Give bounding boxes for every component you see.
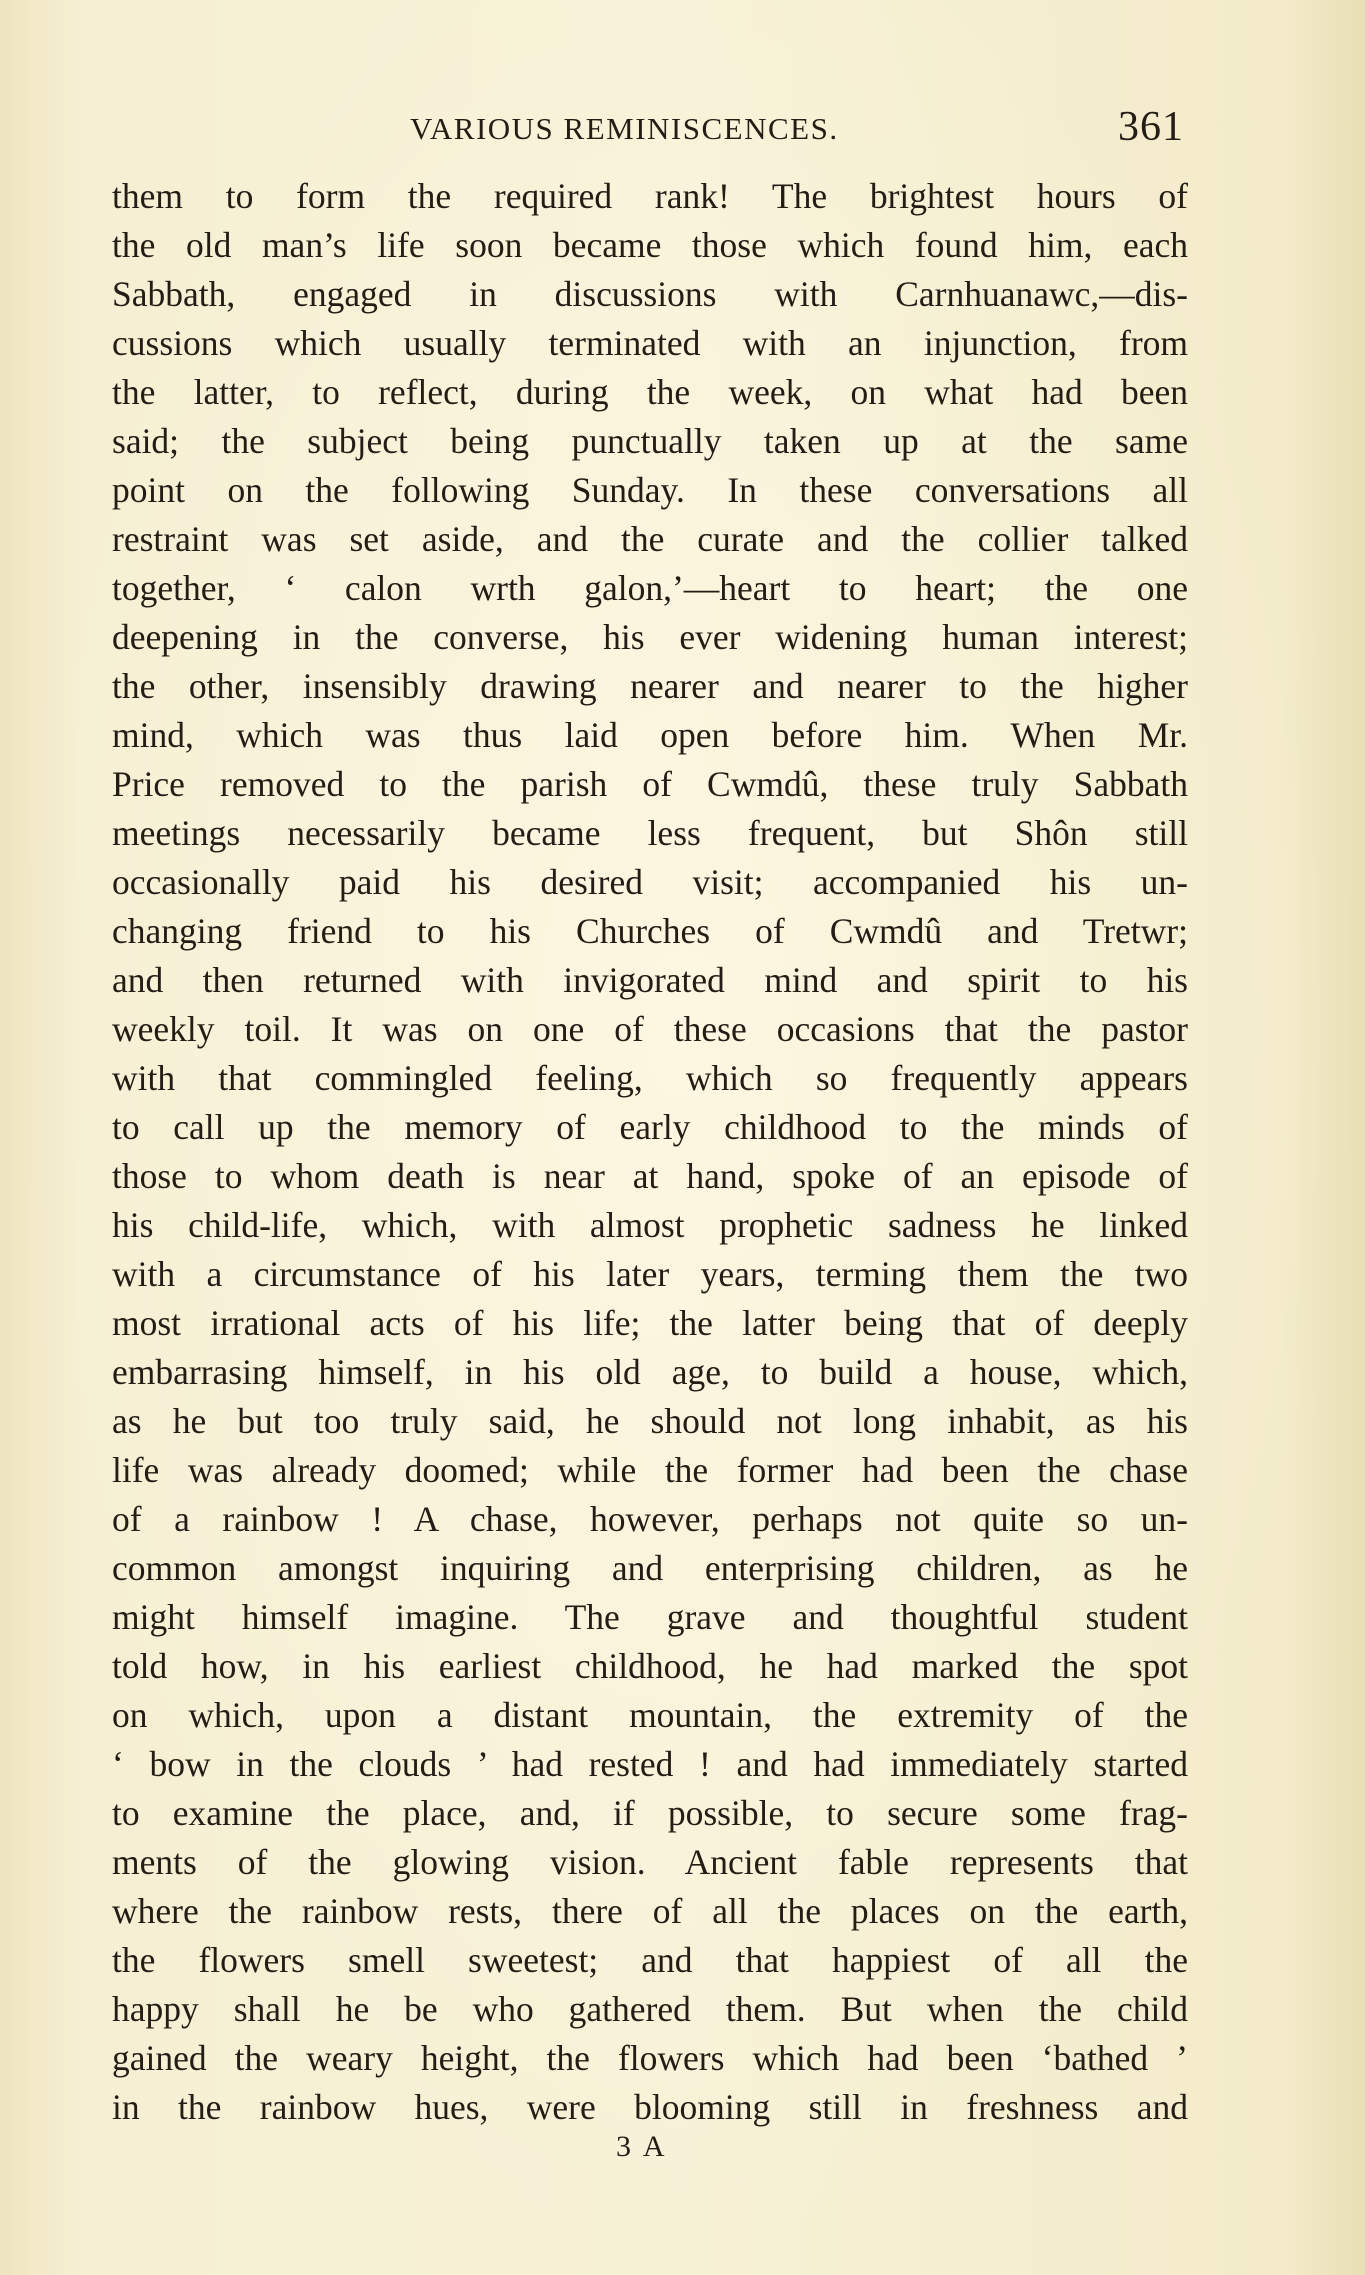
text-line: mind, which was thus laid open before him. When Mr. (112, 715, 1188, 755)
text-line: life was already doomed; while the former had been the chase (112, 1450, 1188, 1490)
text-line: Sabbath, engaged in discussions with Carnhuanawc,—dis- (112, 274, 1188, 314)
text-line: those to whom death is near at hand, spoke of an episode of (112, 1156, 1188, 1196)
text-line: gained the weary height, the flowers which had been ‘bathed ’ (112, 2038, 1188, 2078)
text-line: restraint was set aside, and the curate and the collier talked (112, 519, 1188, 559)
signature-mark: 3 A (616, 2130, 668, 2163)
page-number: 361 (1118, 104, 1184, 150)
text-line: embarrasing himself, in his old age, to build a house, which, (112, 1352, 1188, 1392)
text-line: the latter, to reflect, during the week, on what had been (112, 372, 1188, 412)
text-line: weekly toil. It was on one of these occasions that the pastor (112, 1009, 1188, 1049)
text-line: the other, insensibly drawing nearer and nearer to the higher (112, 666, 1188, 706)
text-line: with a circumstance of his later years, terming them the two (112, 1254, 1188, 1294)
text-line: with that commingled feeling, which so frequently appears (112, 1058, 1188, 1098)
text-line: to examine the place, and, if possible, to secure some frag- (112, 1793, 1188, 1833)
text-line: ‘ bow in the clouds ’ had rested ! and had immediately started (112, 1744, 1188, 1784)
text-line: Price removed to the parish of Cwmdû, these truly Sabbath (112, 764, 1188, 804)
text-line: to call up the memory of early childhood to the minds of (112, 1107, 1188, 1147)
running-title: VARIOUS REMINISCENCES. (410, 111, 839, 146)
text-line: might himself imagine. The grave and thoughtful student (112, 1597, 1188, 1637)
text-line: his child-life, which, with almost prophetic sadness he linked (112, 1205, 1188, 1245)
body-text (112, 172, 1188, 2132)
text-line: on which, upon a distant mountain, the extremity of the (112, 1695, 1188, 1735)
text-line: and then returned with invigorated mind and spirit to his (112, 960, 1188, 1000)
text-line: occasionally paid his desired visit; accompanied his un- (112, 862, 1188, 902)
text-line: the flowers smell sweetest; and that happiest of all the (112, 1940, 1188, 1980)
page-header (112, 103, 1188, 159)
text-line: told how, in his earliest childhood, he had marked the spot (112, 1646, 1188, 1686)
text-line: in the rainbow hues, were blooming still in freshness and (112, 2087, 1188, 2127)
text-line: the old man’s life soon became those which found him, each (112, 225, 1188, 265)
text-line: together, ‘ calon wrth galon,’—heart to heart; the one (112, 568, 1188, 608)
text-line: ments of the glowing vision. Ancient fable represents that (112, 1842, 1188, 1882)
text-line: changing friend to his Churches of Cwmdû and Tretwr; (112, 911, 1188, 951)
text-line: said; the subject being punctually taken up at the same (112, 421, 1188, 461)
text-line: point on the following Sunday. In these conversations all (112, 470, 1188, 510)
text-line: meetings necessarily became less frequent, but Shôn still (112, 813, 1188, 853)
text-line: where the rainbow rests, there of all the places on the earth, (112, 1891, 1188, 1931)
text-line: common amongst inquiring and enterprising children, as he (112, 1548, 1188, 1588)
text-line: happy shall he be who gathered them. But when the child (112, 1989, 1188, 2029)
text-line: most irrational acts of his life; the latter being that of deeply (112, 1303, 1188, 1343)
text-line: of a rainbow ! A chase, however, perhaps not quite so un- (112, 1499, 1188, 1539)
text-line: cussions which usually terminated with an injunction, from (112, 323, 1188, 363)
text-line: deepening in the converse, his ever widening human interest; (112, 617, 1188, 657)
text-line: them to form the required rank! The brightest hours of (112, 176, 1188, 216)
text-line: as he but too truly said, he should not long inhabit, as his (112, 1401, 1188, 1441)
